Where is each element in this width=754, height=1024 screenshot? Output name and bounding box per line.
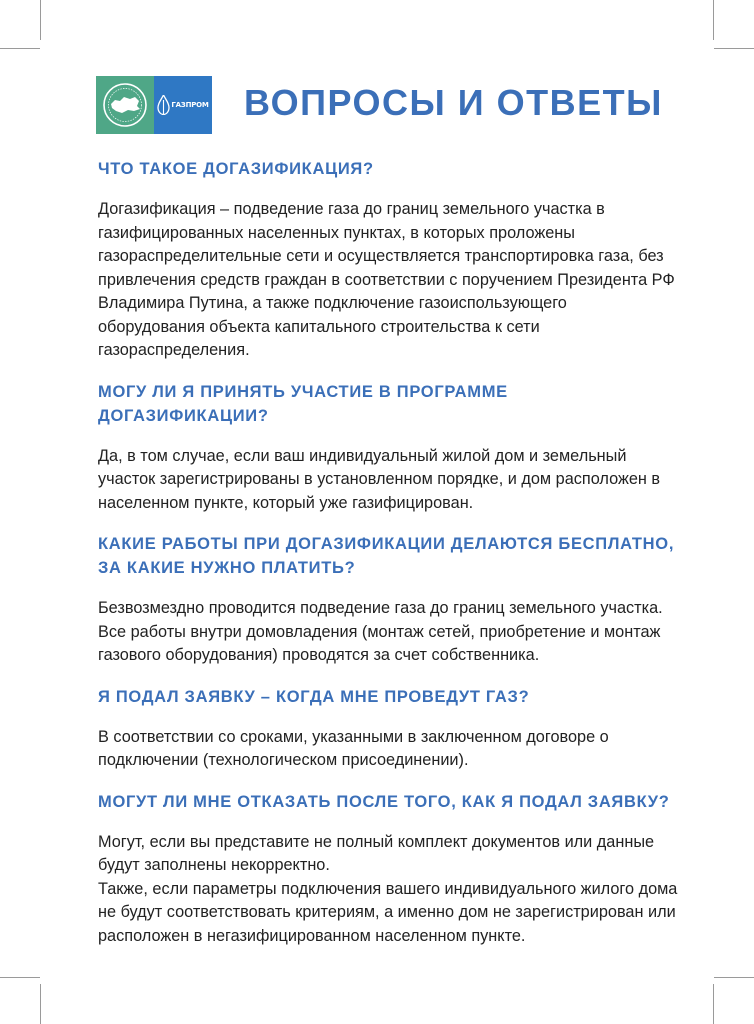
- faq-question: ЧТО ТАКОЕ ДОГАЗИФИКАЦИЯ?: [98, 160, 374, 178]
- faq-answer: Да, в том случае, если ваш индивидуальный жилой дом и земельный участок зарегистрированы в установленном порядке, и дом расположен в населенном пункте, который уже газифицирован.: [98, 446, 661, 512]
- gazprom-logo-text: ГАЗПРОМ: [171, 101, 209, 109]
- faq-answer: В соответствии со сроками, указанными в заключенном договоре о подключении (технологическом присоединении).: [98, 727, 609, 769]
- crop-mark: [0, 48, 40, 49]
- faq-item: [98, 380, 678, 516]
- page-title: ВОПРОСЫ И ОТВЕТЫ: [244, 82, 663, 123]
- crop-mark: [714, 977, 754, 978]
- faq-answer-extra: Также, если параметры подключения вашего индивидуального жилого дома не будут соответствовать критериям, а именно дом не зарегистрирован или расположен в негазифицированном населенном пункте.: [98, 879, 678, 945]
- faq-item: [98, 685, 678, 773]
- faq-question: МОГУ ЛИ Я ПРИНЯТЬ УЧАСТИЕ В ПРОГРАММЕ ДОГАЗИФИКАЦИИ?: [98, 382, 508, 425]
- faq-question: Я ПОДАЛ ЗАЯВКУ – КОГДА МНЕ ПРОВЕДУТ ГАЗ?: [98, 687, 530, 706]
- russia-map-emblem-icon: [96, 76, 154, 134]
- faq-answer: Безвозмездно проводится подведение газа до границ земельного участка. Все работы внутри домовладения (монтаж сетей, приобретение и монтаж газового оборудования) проводятся за счет собственника.: [98, 599, 663, 664]
- crop-mark: [40, 0, 41, 40]
- gazprom-logo: [154, 76, 212, 134]
- crop-mark: [714, 48, 754, 49]
- header-logos: [96, 76, 212, 134]
- faq-item: [98, 532, 678, 668]
- faq-item: [98, 790, 678, 949]
- gazprom-flame-icon: [157, 95, 170, 115]
- crop-mark: [713, 984, 714, 1024]
- faq-answer: Догазификация – подведение газа до границ земельного участка в газифицированных населенных пунктах, в которых проложены газораспределительные сети и осуществляется транспортировка газа, без привлечения средств граждан в соответствии с поручением Президента РФ Владимира Путина, а также подключение газоиспользующего оборудования объекта капитального строительства к сети газораспределения.: [98, 200, 675, 359]
- faq-item: [98, 157, 678, 363]
- faq-question: МОГУТ ЛИ МНЕ ОТКАЗАТЬ ПОСЛЕ ТОГО, КАК Я ПОДАЛ ЗАЯВКУ?: [98, 792, 670, 811]
- faq-answer: Могут, если вы представите не полный комплект документов или данные будут заполнены некорректно.: [98, 832, 655, 874]
- faq-list: [98, 157, 678, 948]
- faq-question: КАКИЕ РАБОТЫ ПРИ ДОГАЗИФИКАЦИИ ДЕЛАЮТСЯ БЕСПЛАТНО, ЗА КАКИЕ НУЖНО ПЛАТИТЬ?: [98, 535, 675, 577]
- crop-mark: [40, 984, 41, 1024]
- crop-mark: [713, 0, 714, 40]
- crop-mark: [0, 977, 40, 978]
